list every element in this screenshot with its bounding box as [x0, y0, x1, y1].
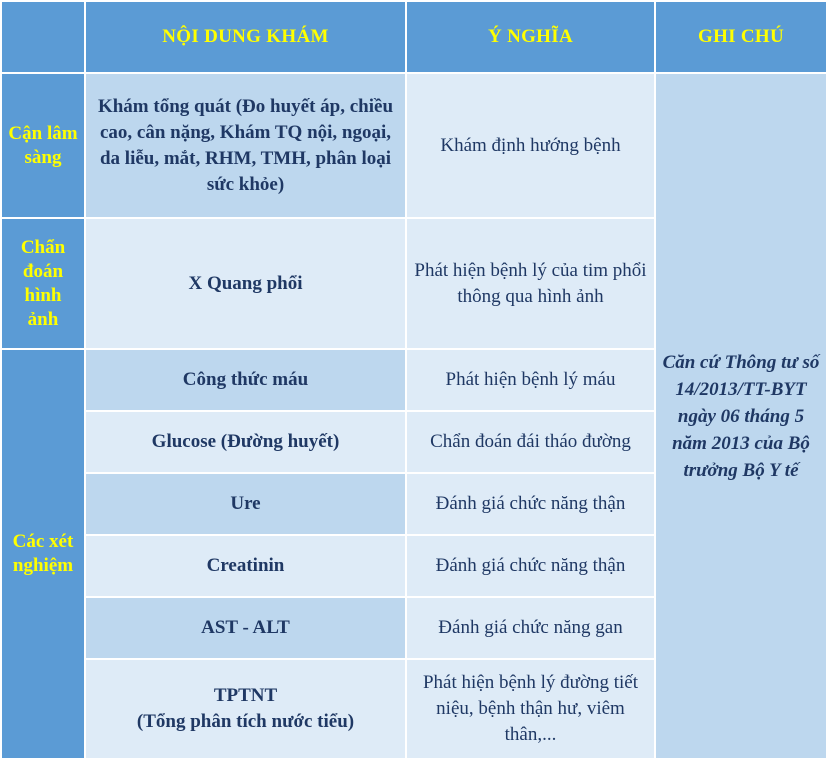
category-chan-doan-hinh-anh: Chẩn đoán hình ảnh — [1, 218, 85, 349]
exam-meaning: Phát hiện bệnh lý đường tiết niệu, bệnh thận hư, viêm thân,... — [406, 659, 655, 759]
exam-content: Công thức máu — [85, 349, 406, 411]
header-meaning: Ý NGHĨA — [406, 1, 655, 73]
exam-meaning: Khám định hướng bệnh — [406, 73, 655, 218]
exam-content: Ure — [85, 473, 406, 535]
exam-content: AST - ALT — [85, 597, 406, 659]
note-cell: Căn cứ Thông tư số 14/2013/TT-BYT ngày 06 tháng 5 năm 2013 của Bộ trưởng Bộ Y tế — [655, 73, 826, 759]
exam-meaning: Đánh giá chức năng thận — [406, 473, 655, 535]
category-xet-nghiem: Các xét nghiệm — [1, 349, 85, 759]
exam-meaning: Phát hiện bệnh lý của tim phổi thông qua hình ảnh — [406, 218, 655, 349]
exam-meaning: Phát hiện bệnh lý máu — [406, 349, 655, 411]
exam-content: Khám tổng quát (Đo huyết áp, chiều cao, cân nặng, Khám TQ nội, ngoại, da liễu, mắt, RHM, TMH, phân loại sức khỏe) — [85, 73, 406, 218]
category-can-lam-sang: Cận lâm sàng — [1, 73, 85, 218]
exam-content — [85, 659, 406, 759]
header-row — [1, 1, 826, 73]
exam-meaning: Chẩn đoán đái tháo đường — [406, 411, 655, 473]
exam-content: X Quang phổi — [85, 218, 406, 349]
exam-meaning: Đánh giá chức năng thận — [406, 535, 655, 597]
exam-meaning: Đánh giá chức năng gan — [406, 597, 655, 659]
exam-content: Glucose (Đường huyết) — [85, 411, 406, 473]
header-content: NỘI DUNG KHÁM — [85, 1, 406, 73]
header-note: GHI CHÚ — [655, 1, 826, 73]
exam-content-line2: (Tổng phân tích nước tiểu) — [136, 711, 355, 732]
table-row — [1, 73, 826, 218]
header-corner — [1, 1, 85, 73]
exam-content-line1: TPTNT — [213, 685, 278, 706]
exam-content: Creatinin — [85, 535, 406, 597]
